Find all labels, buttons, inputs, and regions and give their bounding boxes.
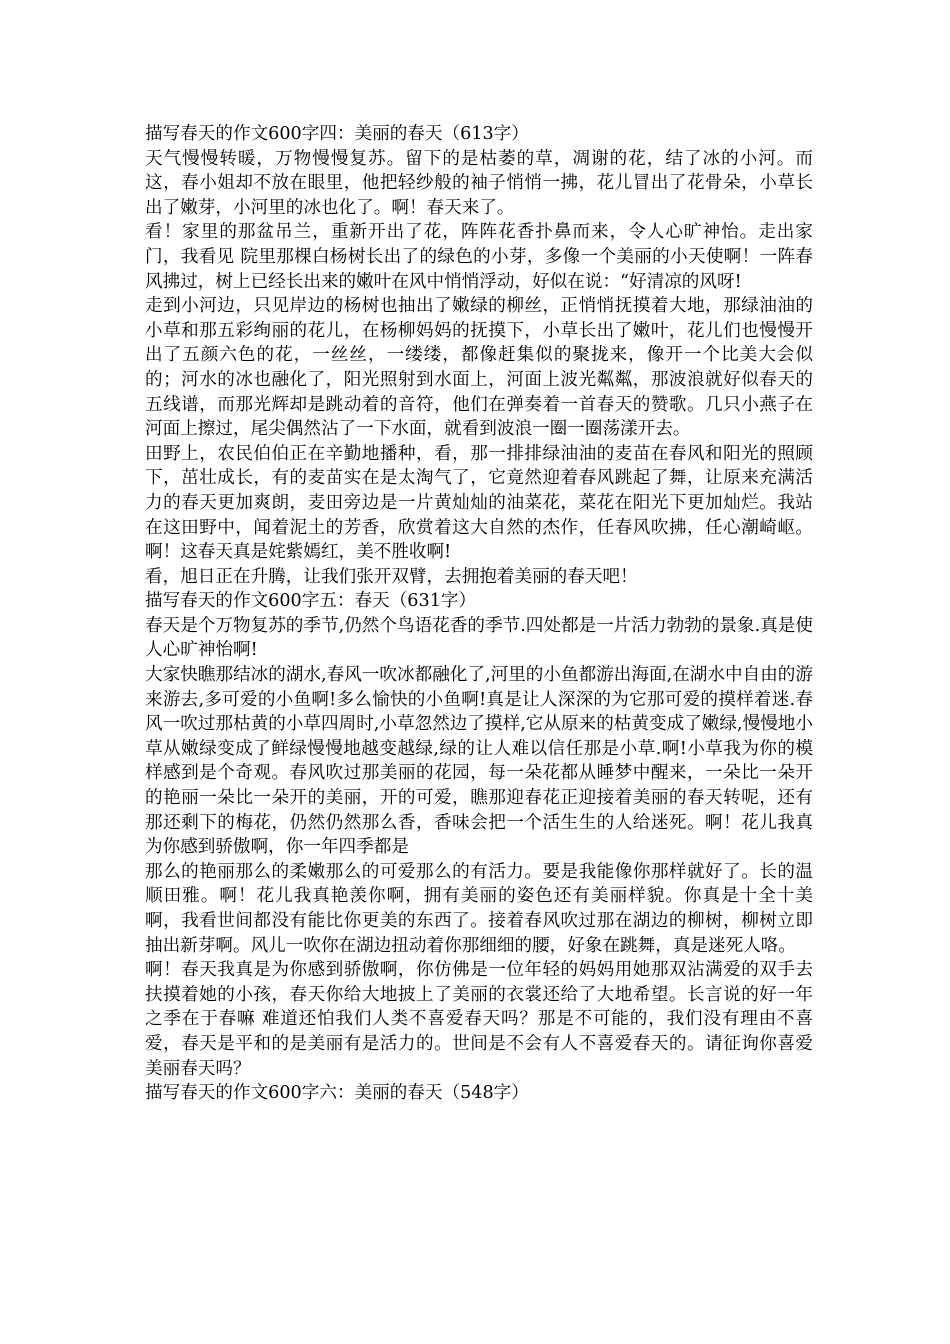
paragraph: 田野上，农民伯伯正在辛勤地播种，看，那一排排绿油油的麦苗在春风和阳光的照顾下，茁壮成长，有的麦苗实在是太淘气了，它竟然迎着春风跳起了舞，让原来充满活力的春天更加爽朗，麦田旁边是一片黄灿灿的油菜花，菜花在阳光下更加灿烂。我站在这田野中，闻着泥土的芳香，欣赏着这大自然的杰作，任春风吹拂，任心潮崎岖。啊！这春天真是姹紫嫣红，美不胜收啊!	[145, 443, 813, 563]
paragraph: 大家快瞧那结冰的湖水,春风一吹冰都融化了,河里的小鱼都游出海面,在湖水中自由的游来游去,多可爱的小鱼啊!多么愉快的小鱼啊!真是让人深深的为它那可爱的摸样着迷.春风一吹过那枯黄的小草四周时,小草忽然边了摸样,它从原来的枯黄变成了嫩绿,慢慢地小草从嫩绿变成了鲜绿慢慢地越变越绿,绿的让人难以信任那是小草.啊!小草我为你的模样感到是个奇观。春风吹过那美丽的花园，每一朵花都从睡梦中醒来，一朵比一朵开的艳丽一朵比一朵开的美丽，开的可爱，瞧那迎春花正迎接着美丽的春天转呢，还有那还剩下的梅花，仍然仍然那么香，香味会把一个活生生的人给迷死。啊！花儿我真为你感到骄傲啊，你一年四季都是	[145, 665, 813, 858]
paragraph: 看！家里的那盆吊兰，重新开出了花，阵阵花香扑鼻而来，令人心旷神怡。走出家门，我看见 院里那棵白杨树长出了的绿色的小芽，多像一个美丽的小天使啊！一阵春风拂过，树上已经长出来的嫩叶在风中悄悄浮动，好似在说：“好清凉的风呀!	[145, 222, 813, 292]
paragraph: 天气慢慢转暖，万物慢慢复苏。留下的是枯萎的草，凋谢的花，结了冰的小河。而这，春小姐却不放在眼里，他把轻纱般的袖子悄悄一拂，花儿冒出了花骨朵，小草长出了嫩芽，小河里的冰也化了。啊！春天来了。	[145, 148, 813, 218]
paragraph: 走到小河边，只见岸边的杨树也抽出了嫩绿的柳丝，正悄悄抚摸着大地，那绿油油的小草和那五彩绚丽的花儿，在杨柳妈妈的抚摸下，小草长出了嫩叶，花儿们也慢慢开出了五颜六色的花，一丝丝，一缕缕，都像赶集似的聚拢来，像开一个比美大会似的；河水的冰也融化了，阳光照射到水面上，河面上波光粼粼，那波浪就好似春天的五线谱，而那光辉却是跳动着的音符，他们在弹奏着一首春天的赞歌。几只小燕子在河面上擦过，尾尖偶然沾了一下水面，就看到波浪一圈一圈荡漾开去。	[145, 296, 813, 440]
section-heading-4: 描写春天的作文600字四：美丽的春天（613字）	[145, 124, 529, 144]
paragraph: 那么的艳丽那么的柔嫩那么的可爱那么的有活力。要是我能像你那样就好了。长的温顺田雅。啊！花儿我真艳羡你啊，拥有美丽的姿色还有美丽样貌。你真是十全十美啊，我看世间都没有能比你更美的东西了。接着春风吹过那在湖边的柳树，柳树立即抽出新芽啊。风儿一吹你在湖边扭动着你那细细的腰，好象在跳舞，真是迷死人咯。	[145, 861, 813, 956]
document-body	[145, 122, 813, 1106]
paragraph: 看，旭日正在升腾，让我们张开双臂，去拥抱着美丽的春天吧！	[145, 566, 638, 587]
paragraph: 啊！春天我真是为你感到骄傲啊，你仿佛是一位年轻的妈妈用她那双沾满爱的双手去扶摸着她的小孩，春天你给大地披上了美丽的衣裳还给了大地希望。长言说的好一年之季在于春嘛 难道还怕我们人类不喜爱春天吗？那是不可能的，我们没有理由不喜爱，春天是平和的是美丽有是活力的。世间是不会有人不喜爱春天的。请征询你喜爱美丽春天吗？	[145, 960, 813, 1079]
paragraph: 春天是个万物复苏的季节,仍然个鸟语花香的季节.四处都是一片活力勃勃的景象.真是使人心旷神怡啊!	[145, 615, 813, 661]
section-heading-5: 描写春天的作文600字五：春天（631字）	[145, 591, 477, 612]
section-heading-6: 描写春天的作文600字六：美丽的春天（548字）	[145, 1083, 529, 1104]
